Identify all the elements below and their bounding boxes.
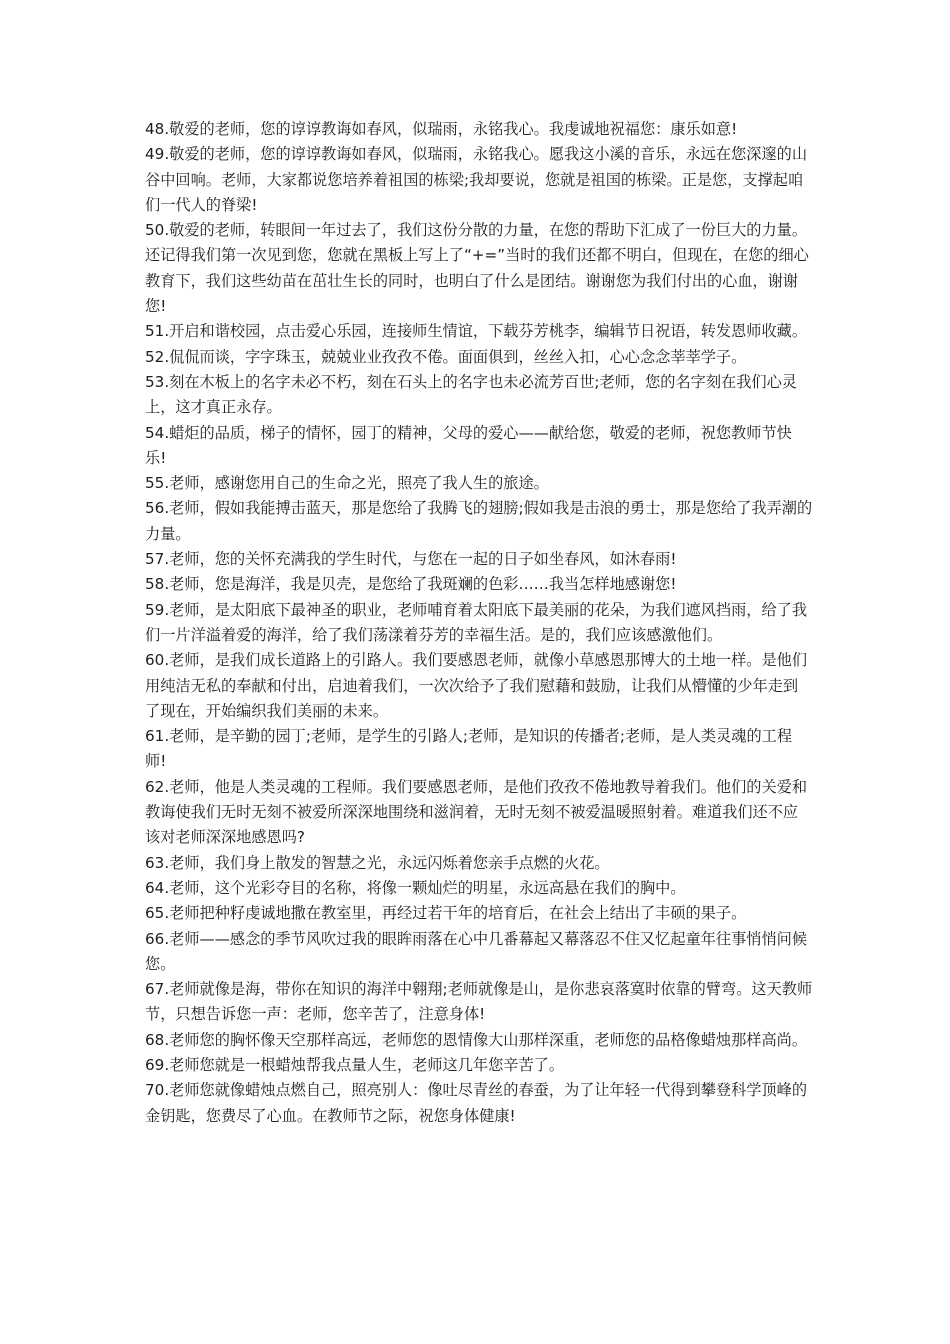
paragraph-50: 50.敬爱的老师，转眼间一年过去了，我们这份分散的力量，在您的帮助下汇成了一份巨大的力量。还记得我们第一次见到您，您就在黑板上写上了“+=”当时的我们还都不明白，但现在，在您的细心教育下，我们这些幼苗在茁壮生长的同时，也明白了什么是团结。谢谢您为我们付出的心血，谢谢您! <box>145 221 809 316</box>
paragraph-66: 66.老师——感念的季节风吹过我的眼眸雨落在心中几番幕起又幕落忍不住又忆起童年往事悄悄问候您。 <box>145 929 808 973</box>
paragraph-53: 53.刻在木板上的名字未必不朽，刻在石头上的名字也未必流芳百世;老师，您的名字刻在我们心灵上，这才真正永存。 <box>145 372 797 417</box>
paragraph-63: 63.老师，我们身上散发的智慧之光，永远闪烁着您亲手点燃的火花。 <box>145 853 610 872</box>
paragraph-55: 55.老师，感谢您用自己的生命之光，照亮了我人生的旅途。 <box>145 474 549 493</box>
paragraph-59: 59.老师，是太阳底下最神圣的职业，老师哺育着太阳底下最美丽的花朵，为我们遮风挡雨，给了我们一片洋溢着爱的海洋，给了我们荡漾着芬芳的幸福生活。是的，我们应该感激他们。 <box>145 600 808 644</box>
paragraph-57: 57.老师，您的关怀充满我的学生时代，与您在一起的日子如坐春风，如沐春雨! <box>145 550 677 569</box>
paragraph-60: 60.老师，是我们成长道路上的引路人。我们要感恩老师，就像小草感恩那博大的土地一样。是他们用纯洁无私的奉献和付出，启迪着我们，一次次给予了我们慰藉和鼓励，让我们从懵懂的少年走到了现在，开始编织我们美丽的未来。 <box>145 651 808 720</box>
paragraph-65: 65.老师把种籽虔诚地撒在教室里，再经过若干年的培育后，在社会上结出了丰硕的果子。 <box>145 904 747 923</box>
paragraph-48: 48.敬爱的老师，您的谆谆教诲如春风，似瑞雨，永铭我心。我虔诚地祝福您：康乐如意! <box>145 120 738 138</box>
paragraph-49: 49.敬爱的老师，您的谆谆教诲如春风，似瑞雨，永铭我心。愿我这小溪的音乐，永远在您深邃的山谷中回响。老师，大家都说您培养着祖国的栋梁;我却要说，您就是祖国的栋梁。正是您，支撑起咱们一代人的脊梁! <box>145 145 808 214</box>
paragraph-62: 62.老师，他是人类灵魂的工程师。我们要感恩老师，是他们孜孜不倦地教导着我们。他们的关爱和教诲使我们无时无刻不被爱所深深地围绕和滋润着，无时无刻不被爱温暖照射着。难道我们还不应该对老师深深地感恩吗? <box>145 777 808 847</box>
paragraph-54: 54.蜡炬的品质，梯子的情怀，园丁的精神，父母的爱心——献给您，敬爱的老师，祝您教师节快乐! <box>145 423 792 467</box>
paragraph-70: 70.老师您就像蜡烛点燃自己，照亮别人：像吐尽青丝的春蚕，为了让年轻一代得到攀登科学顶峰的金钥匙，您费尽了心血。在教师节之际，祝您身体健康! <box>145 1081 808 1125</box>
paragraph-64: 64.老师，这个光彩夺目的名称，将像一颗灿烂的明星，永远高悬在我们的胸中。 <box>145 878 686 897</box>
paragraph-56: 56.老师，假如我能搏击蓝天，那是您给了我腾飞的翅膀;假如我是击浪的勇士，那是您给了我弄潮的力量。 <box>145 499 813 543</box>
paragraph-68: 68.老师您的胸怀像天空那样高远，老师您的恩情像大山那样深重，老师您的品格像蜡烛那样高尚。 <box>145 1030 808 1049</box>
paragraph-61: 61.老师，是辛勤的园丁;老师，是学生的引路人;老师，是知识的传播者;老师，是人类灵魂的工程师! <box>145 727 793 771</box>
paragraph-52: 52.侃侃而谈，字字珠玉，兢兢业业孜孜不倦。面面俱到，丝丝入扣，心心念念莘莘学子。 <box>145 347 747 366</box>
paragraph-51: 51.开启和谐校园，点击爱心乐园，连接师生情谊，下载芬芳桃李，编辑节日祝语，转发恩师收藏。 <box>145 322 808 341</box>
paragraph-67: 67.老师就像是海，带你在知识的海洋中翱翔;老师就像是山，是你悲哀落寞时依靠的臂弯。这天教师节，只想告诉您一声：老师，您辛苦了，注意身体! <box>145 980 813 1024</box>
document-body <box>145 117 813 1129</box>
paragraph-58: 58.老师，您是海洋，我是贝壳，是您给了我斑斓的色彩……我当怎样地感谢您! <box>145 575 677 594</box>
paragraph-69: 69.老师您就是一根蜡烛帮我点量人生，老师这几年您辛苦了。 <box>145 1055 565 1074</box>
